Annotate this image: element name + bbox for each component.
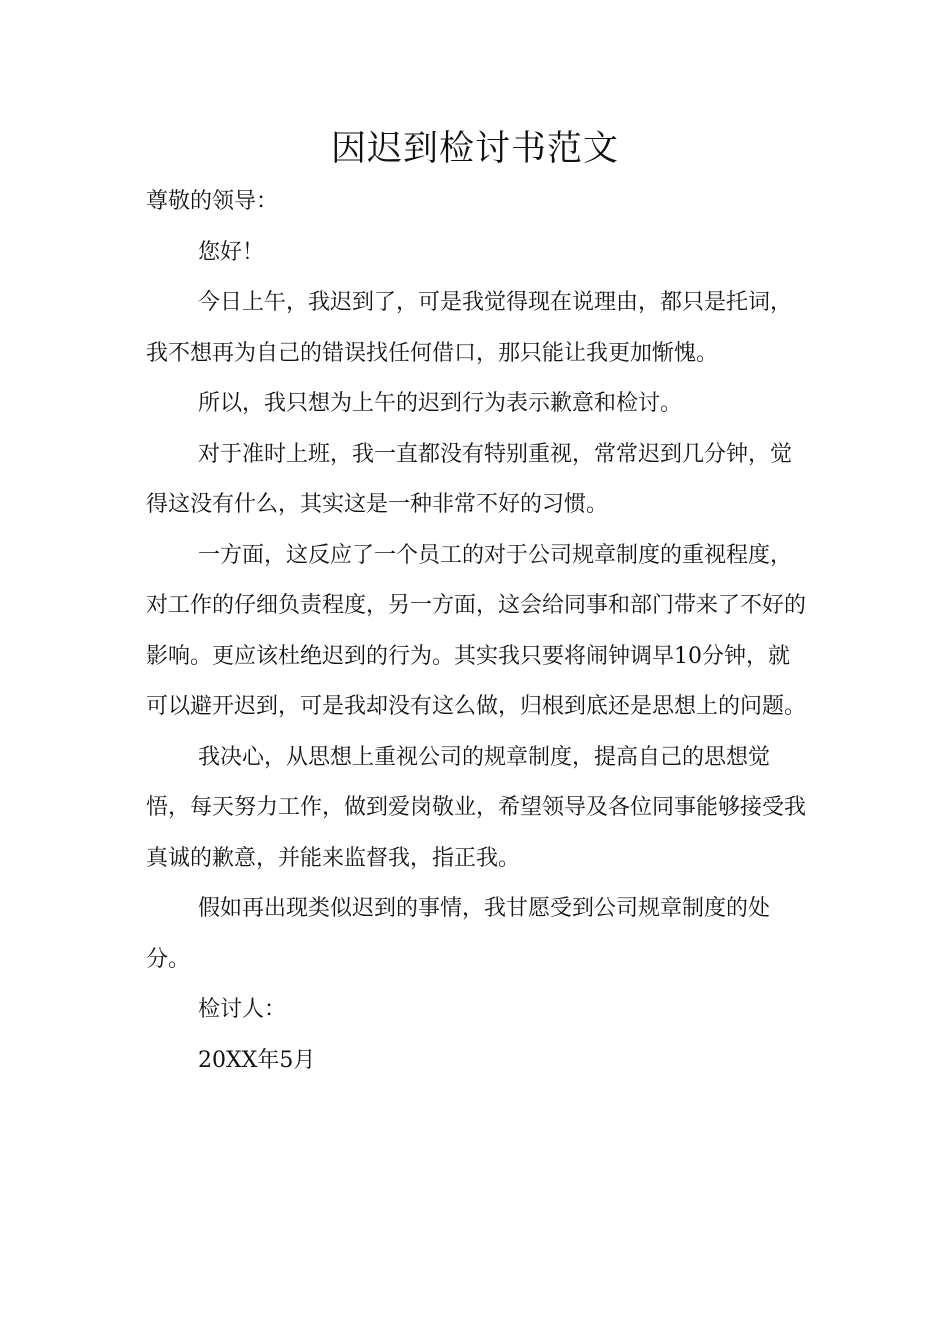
- salutation: 尊敬的领导：: [146, 189, 279, 214]
- signature-label: 检讨人：: [198, 997, 287, 1022]
- document-date: 20XX年5月: [198, 1047, 316, 1073]
- body-paragraph: 所以，我只想为上午的迟到行为表示歉意和检讨。: [198, 391, 683, 416]
- greeting: 您好！: [198, 239, 265, 265]
- body-paragraph: 今日上午，我迟到了，可是我觉得现在说理由，都只是托词，我不想再为自己的错误找任何借口，那只能让我更加惭愧。: [146, 290, 793, 366]
- body-paragraph: 一方面，这反应了一个员工的对于公司规章制度的重视程度，对工作的仔细负责程度，另一方面，这会给同事和部门带来了不好的影响。更应该杜绝迟到的行为。其实我只要将闹钟调早10分钟，就可以避开迟到，可是我却没有这么做，归根到底还是思想上的问题。: [146, 542, 807, 719]
- body-paragraph: 假如再出现类似迟到的事情，我甘愿受到公司规章制度的处分。: [146, 896, 771, 972]
- body-paragraph: 对于准时上班，我一直都没有特别重视，常常迟到几分钟，觉得这没有什么，其实这是一种非常不好的习惯。: [146, 441, 793, 517]
- body-paragraph: 我决心，从思想上重视公司的规章制度，提高自己的思想觉悟，每天努力工作，做到爱岗敬业，希望领导及各位同事能够接受我真诚的歉意，并能来监督我，指正我。: [146, 744, 807, 871]
- document-title: 因迟到检讨书范文: [330, 129, 619, 169]
- document-body: [146, 177, 810, 1086]
